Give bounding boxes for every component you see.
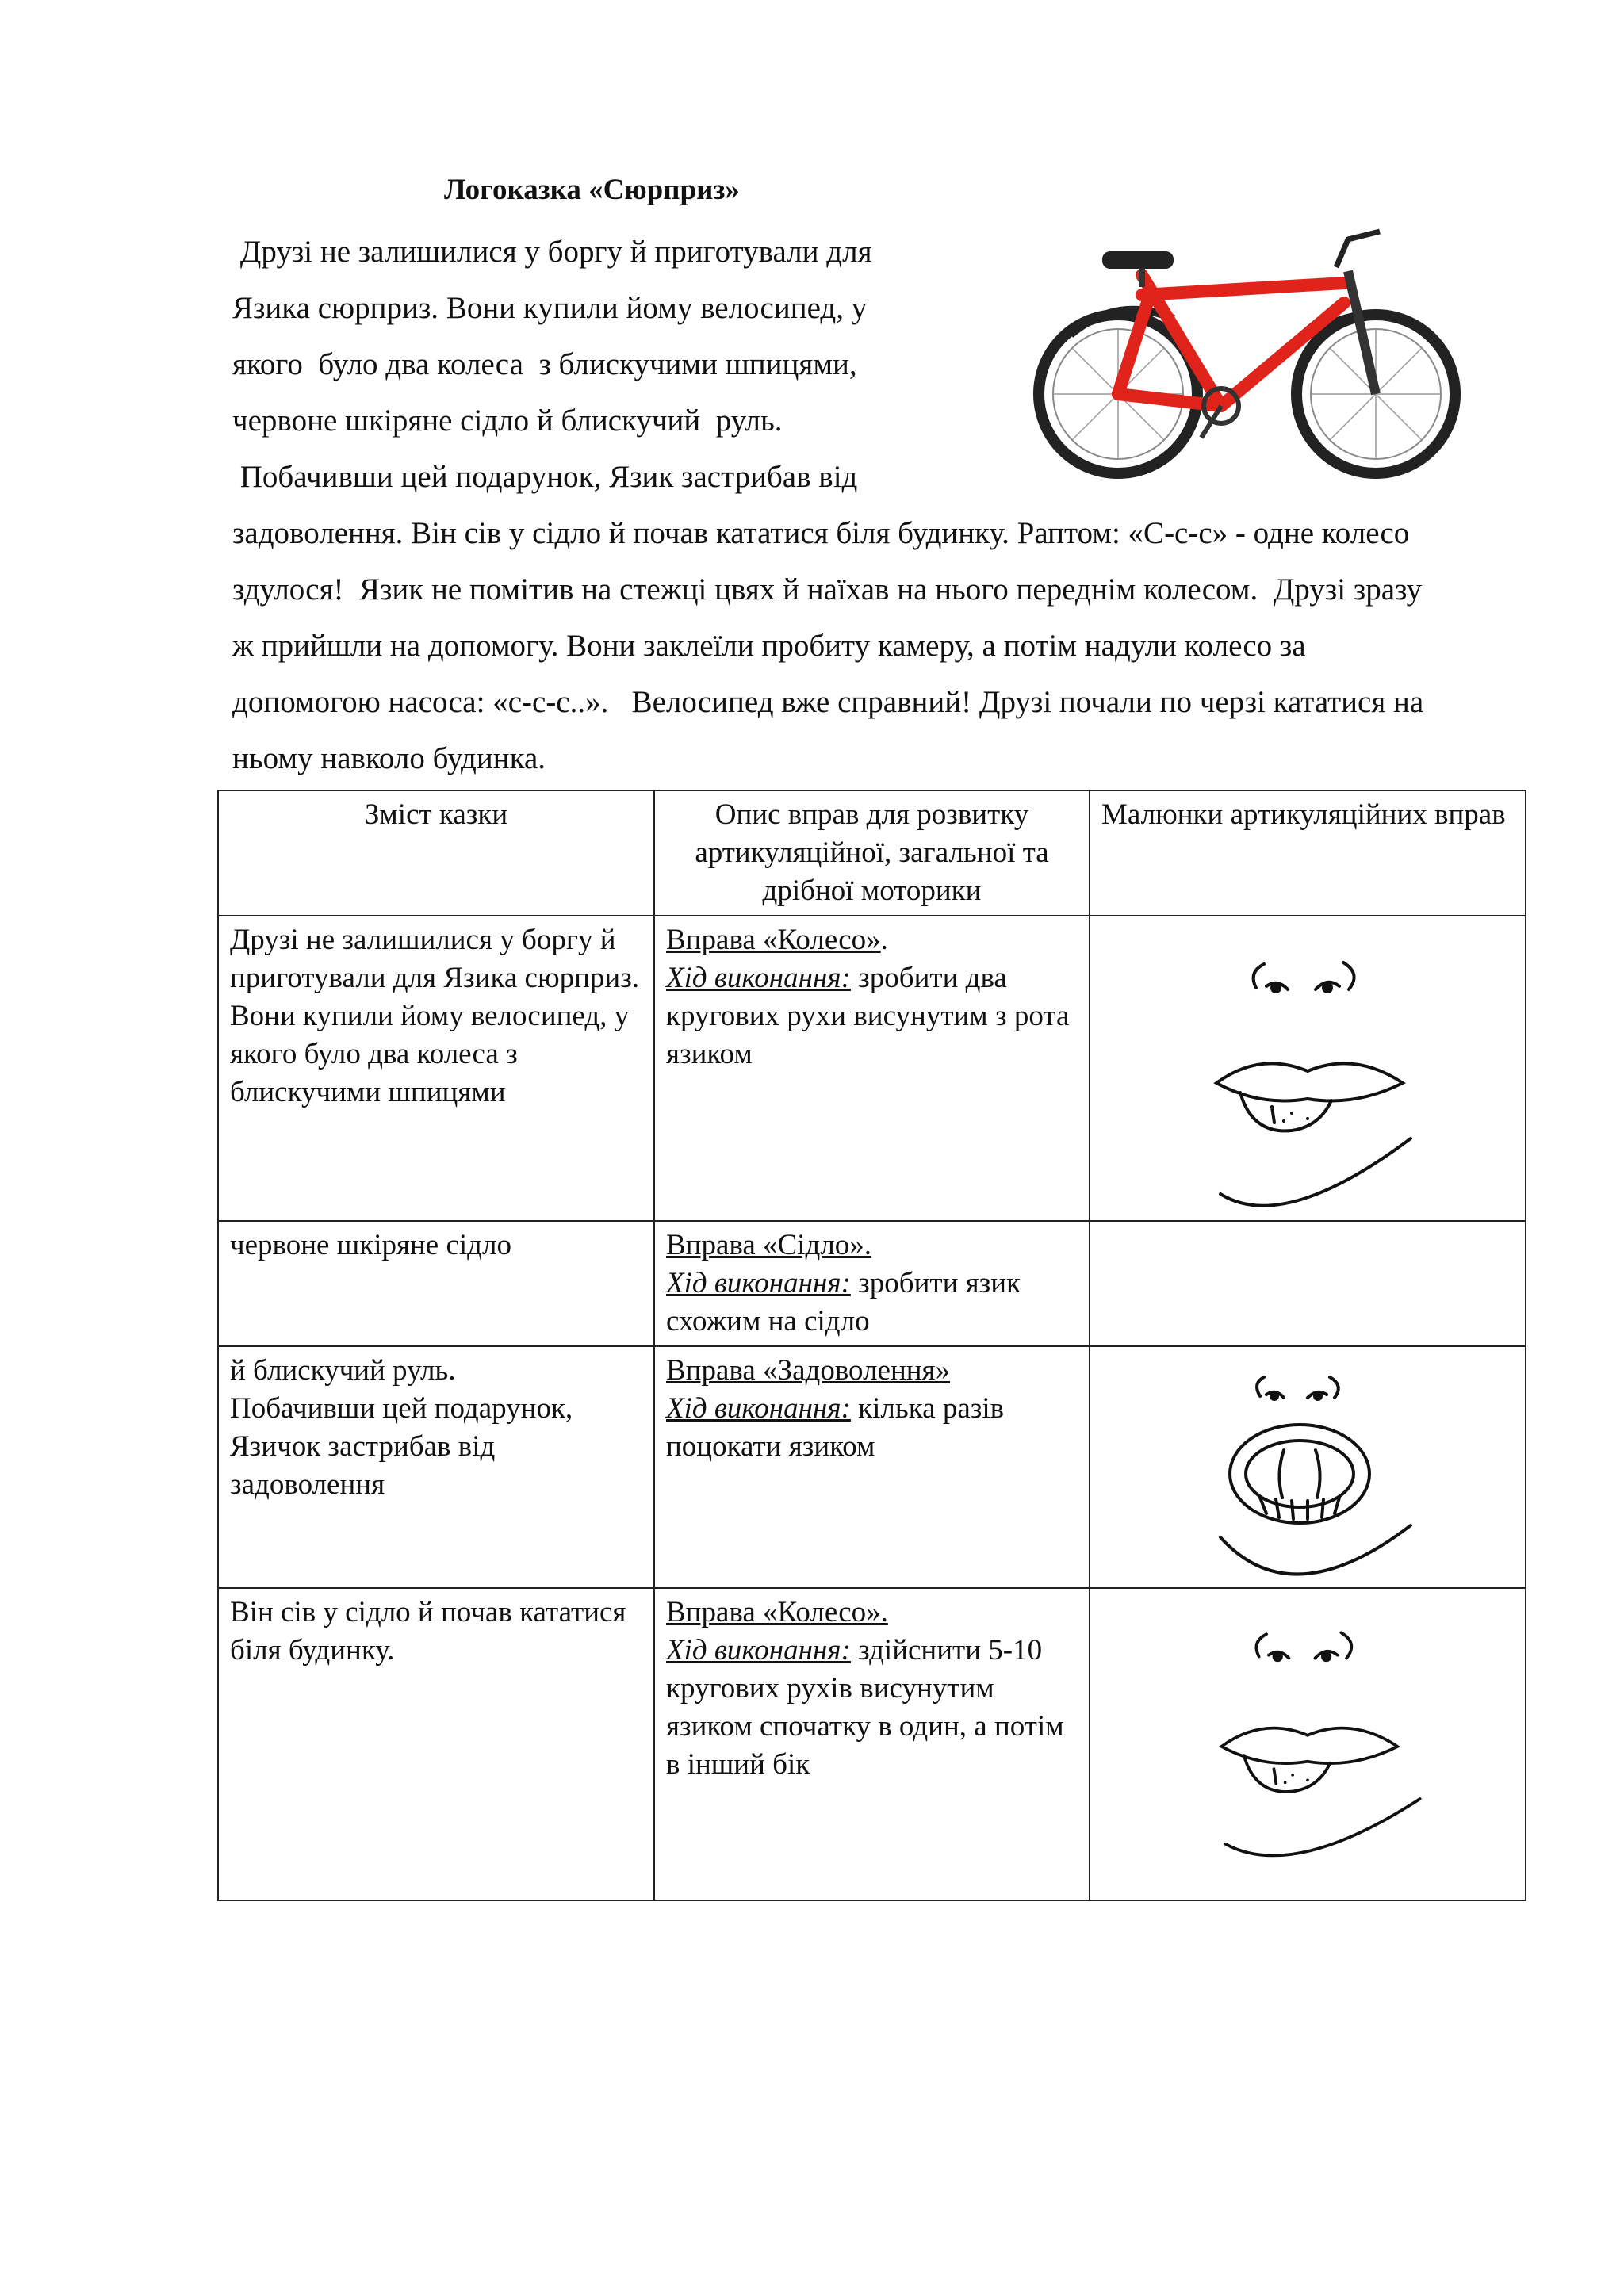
instruction-text: зробити язик схожим на сідло — [666, 1267, 1021, 1337]
exercise-name: Вправа «Задоволення» — [666, 1354, 951, 1387]
exercise-name: Вправа «Колесо» — [666, 924, 881, 956]
drawing-cell — [1090, 916, 1526, 1221]
tongue-out-face-drawing — [1173, 1597, 1442, 1866]
exercise-cell — [654, 1588, 1090, 1900]
exercise-name: Вправа «Колесо». — [666, 1596, 888, 1628]
instruction-text: кілька разів поцокати язиком — [666, 1392, 1005, 1463]
exercise-cell — [654, 1221, 1090, 1346]
instruction-text: зробити два кругових рухи висунутим з рота язиком — [666, 962, 1070, 1070]
instruction-text: здійснити 5-10 кругових рухів висунутим язиком спочатку в один, а потім в інший бік — [666, 1634, 1064, 1781]
table-header-row — [218, 790, 1526, 916]
table-row — [218, 1346, 1526, 1588]
how-label: Хід виконання: — [666, 1634, 851, 1667]
table-row — [218, 916, 1526, 1221]
exercise-cell — [654, 916, 1090, 1221]
drawing-cell — [1090, 1346, 1526, 1588]
story-line: якого було два колеса з блискучими шпицями, — [232, 347, 857, 381]
story-line: червоне шкіряне сідло й блискучий руль. — [232, 404, 783, 438]
story-title: Логоказка «Сюрприз» — [444, 174, 740, 206]
drawing-cell — [1090, 1221, 1526, 1346]
drawing-cell — [1090, 1588, 1526, 1900]
open-mouth-face-drawing — [1189, 1355, 1427, 1581]
story-line: задоволення. Він сів у сідло й почав кататися біля будинку. Раптом: «С-с-с» - одне колесо — [232, 516, 1410, 550]
story-cell: Він сів у сідло й почав кататися біля будинку. — [218, 1588, 654, 1900]
table-row — [218, 1221, 1526, 1346]
story-cell: Друзі не залишилися у боргу й приготували для Язика сюрприз. Вони купили йому велосипед, у якого було два колеса з блискучими шпицями — [218, 916, 654, 1221]
table-row — [218, 1588, 1526, 1900]
story-line: Друзі не залишилися у боргу й приготували для — [232, 235, 872, 269]
story-line: допомогою насоса: «с-с-с..». Велосипед вже справний! Друзі почали по черзі кататися на — [232, 685, 1424, 719]
exercise-table — [217, 790, 1526, 1901]
story-line: ж прийшли на допомогу. Вони заклеїли пробиту камеру, а потім надули колесо за — [232, 629, 1306, 663]
exercise-name: Вправа «Сідло». — [666, 1229, 872, 1261]
story-line: Побачивши цей подарунок, Язик застрибав від — [232, 460, 858, 494]
how-label: Хід виконання: — [666, 1267, 851, 1299]
story-narrow-block — [232, 224, 946, 505]
story-line: ньому навколо будинка. — [232, 741, 546, 775]
how-label: Хід виконання: — [666, 1392, 851, 1425]
exercise-cell — [654, 1346, 1090, 1588]
story-cell: й блискучий руль. Побачивши цей подарунок, Язичок застрибав від задоволення — [218, 1346, 654, 1588]
story-cell: червоне шкіряне сідло — [218, 1221, 654, 1346]
story-line: здулося! Язик не помітив на стежці цвях й наїхав на нього переднім колесом. Друзі зразу — [232, 572, 1423, 607]
column-header: Опис вправ для розвитку артикуляційної, загальної та дрібної моторики — [654, 790, 1090, 916]
exercise-tail: . — [880, 924, 888, 956]
bicycle-illustration — [1023, 208, 1475, 485]
column-header: Зміст казки — [218, 790, 654, 916]
story-line: Язика сюрприз. Вони купили йому велосипед, у — [232, 291, 868, 325]
how-label: Хід виконання: — [666, 962, 851, 994]
column-header: Малюнки артикуляційних вправ — [1090, 790, 1526, 916]
tongue-out-face-drawing — [1173, 924, 1442, 1210]
